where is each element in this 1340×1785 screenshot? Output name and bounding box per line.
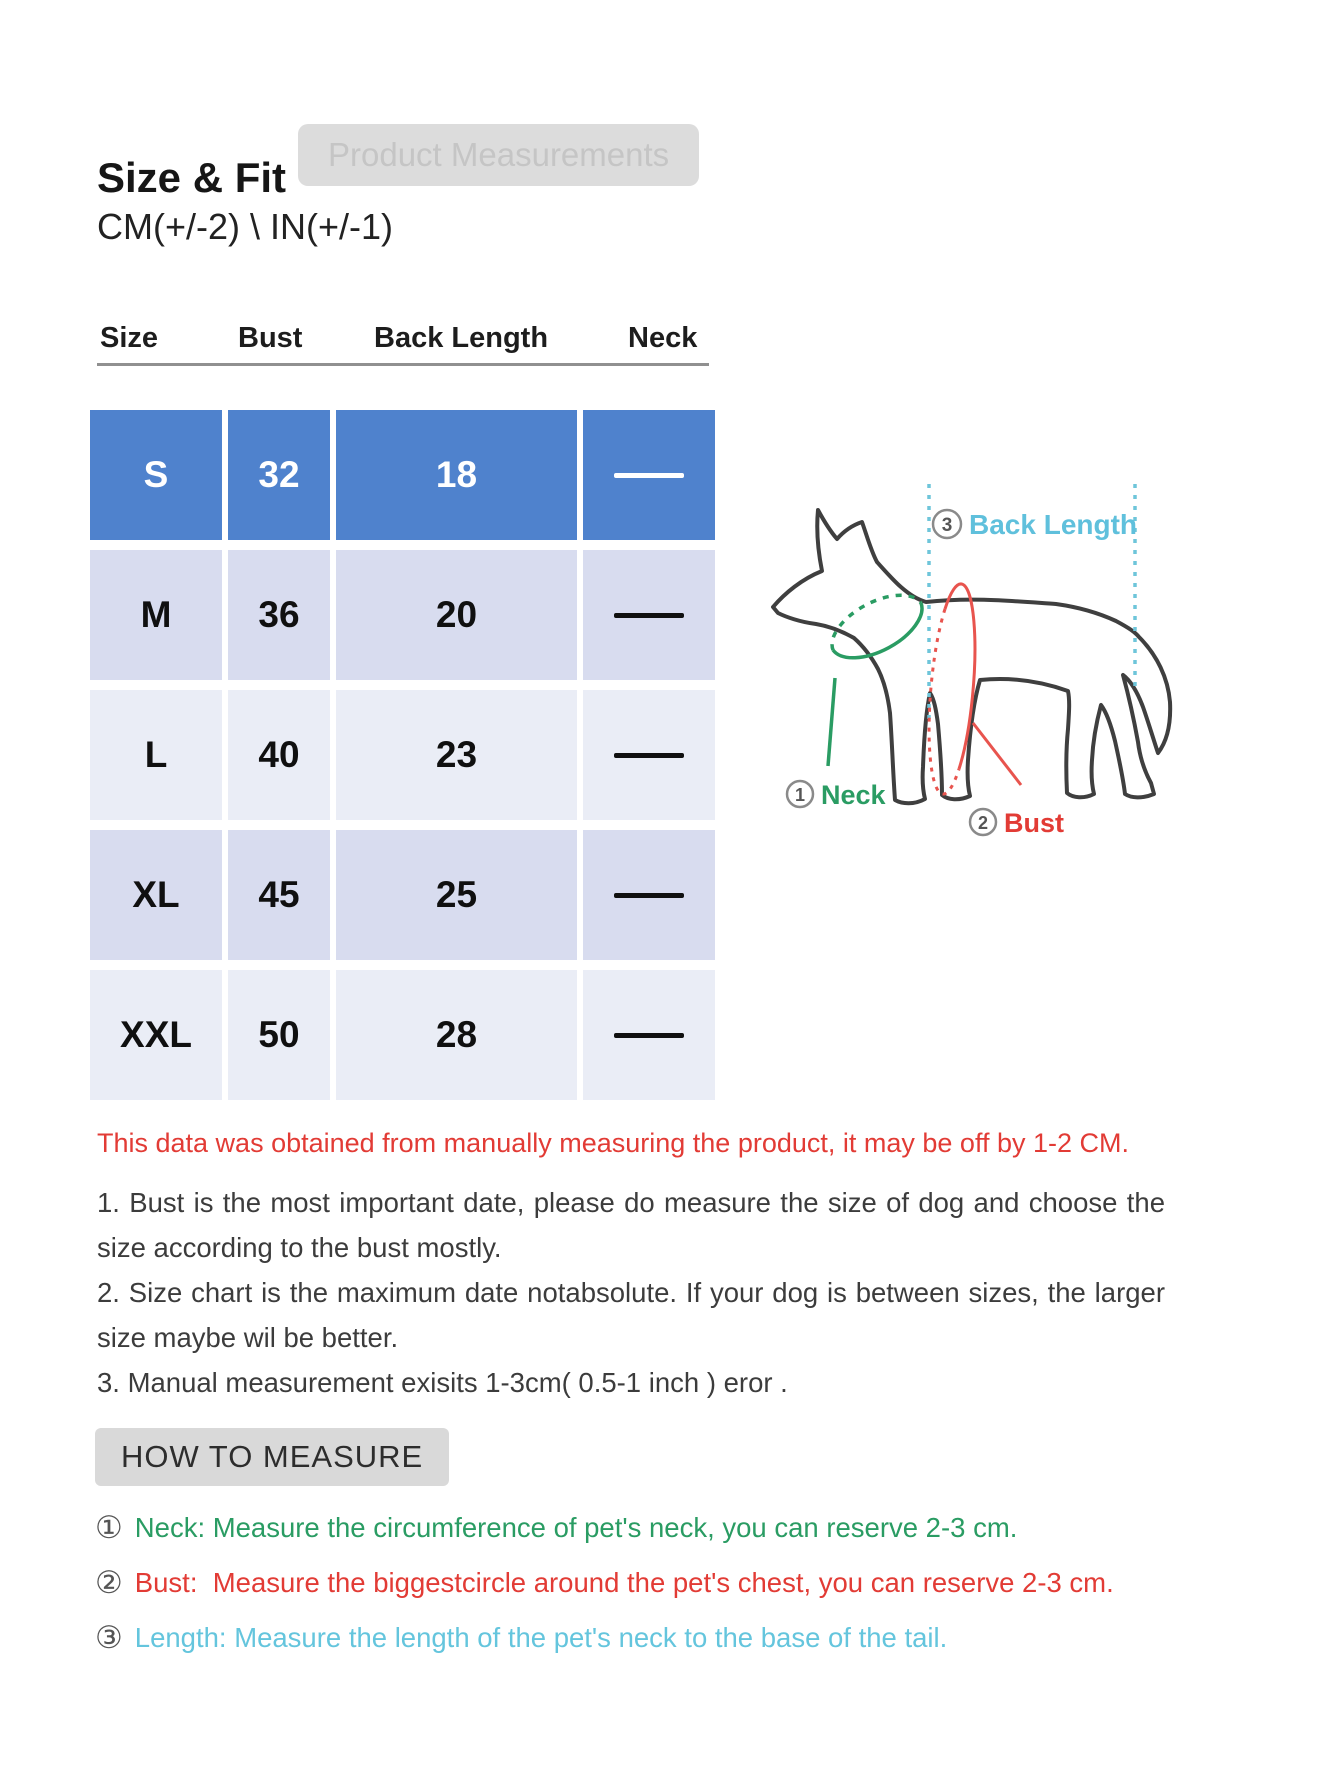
- page-title: Size & Fit: [97, 154, 287, 202]
- circled-number-1-text: 1: [794, 785, 806, 805]
- product-measurements-badge: Product Measurements: [298, 124, 699, 186]
- column-header-bust: Bust: [238, 322, 303, 354]
- size-cell: XL: [90, 830, 222, 960]
- size-cell: S: [90, 410, 222, 540]
- how-to-measure-heading: HOW TO MEASURE: [95, 1428, 449, 1486]
- dash-icon: [614, 893, 684, 898]
- neck-pointer-line: [828, 678, 835, 766]
- measure-step-text: Neck: Measure the circumference of pet's neck, you can reserve 2-3 cm.: [134, 1511, 1018, 1543]
- value-cell: 18: [336, 410, 577, 540]
- dash-icon: [614, 1033, 684, 1038]
- dog-measurement-diagram: [740, 430, 1260, 890]
- value-cell: 23: [336, 690, 577, 820]
- bust-label: Bust: [1004, 808, 1064, 838]
- how-to-measure-steps: [95, 1500, 1114, 1665]
- value-cell: 32: [228, 410, 330, 540]
- dog-outline-icon: [773, 510, 1170, 803]
- neck-dash-cell: [583, 410, 715, 540]
- measure-step: [95, 1500, 1114, 1555]
- circled-number-2-text: 2: [977, 813, 989, 833]
- column-header-neck: Neck: [628, 322, 698, 354]
- size-cell: L: [90, 690, 222, 820]
- note-item: 3. Manual measurement exisits 1-3cm( 0.5-1 inch ) eror .: [97, 1367, 788, 1398]
- dash-icon: [614, 753, 684, 758]
- bust-pointer-line: [973, 723, 1021, 785]
- size-table: [90, 410, 715, 1100]
- neck-dash-cell: [583, 970, 715, 1100]
- neck-circumference-solid-arc: [833, 603, 922, 658]
- value-cell: 25: [336, 830, 577, 960]
- circled-number-3-text: 3: [941, 515, 953, 536]
- dash-icon: [614, 613, 684, 618]
- neck-dash-cell: [583, 830, 715, 960]
- back-length-label: Back Length: [969, 509, 1138, 540]
- circled-number-icon: ②: [95, 1564, 123, 1600]
- value-cell: 45: [228, 830, 330, 960]
- column-header-size: Size: [100, 322, 159, 354]
- dash-icon: [614, 473, 684, 478]
- header-underline: [97, 363, 709, 366]
- measure-step: [95, 1610, 1114, 1665]
- note-item: 1. Bust is the most important date, please do measure the size of dog and choose the size according to the bust mostly.: [97, 1187, 1165, 1263]
- circled-number-icon: ①: [95, 1509, 123, 1545]
- measure-step: [95, 1555, 1114, 1610]
- circled-number-icon: ③: [95, 1619, 123, 1655]
- column-header-back-length: Back Length: [374, 322, 549, 354]
- size-cell: M: [90, 550, 222, 680]
- measure-step-text: Length: Measure the length of the pet's neck to the base of the tail.: [134, 1621, 948, 1653]
- value-cell: 50: [228, 970, 330, 1100]
- measure-step-text: Bust: Measure the biggestcircle around the pet's chest, you can reserve 2-3 cm.: [134, 1566, 1114, 1598]
- measurement-notes: [97, 1180, 1165, 1405]
- neck-dash-cell: [583, 550, 715, 680]
- unit-tolerance-note: CM(+/-2) \ IN(+/-1): [97, 206, 394, 247]
- neck-circumference-dashed-arc: [832, 595, 921, 650]
- value-cell: 36: [228, 550, 330, 680]
- disclaimer: This data was obtained from manually measuring the product, it may be off by 1-2 CM.: [97, 1128, 1129, 1158]
- value-cell: 40: [228, 690, 330, 820]
- neck-label: Neck: [821, 780, 886, 810]
- value-cell: 20: [336, 550, 577, 680]
- neck-dash-cell: [583, 690, 715, 820]
- value-cell: 28: [336, 970, 577, 1100]
- note-item: 2. Size chart is the maximum date notabsolute. If your dog is between sizes, the larger size maybe wil be better.: [97, 1277, 1165, 1353]
- size-cell: XXL: [90, 970, 222, 1100]
